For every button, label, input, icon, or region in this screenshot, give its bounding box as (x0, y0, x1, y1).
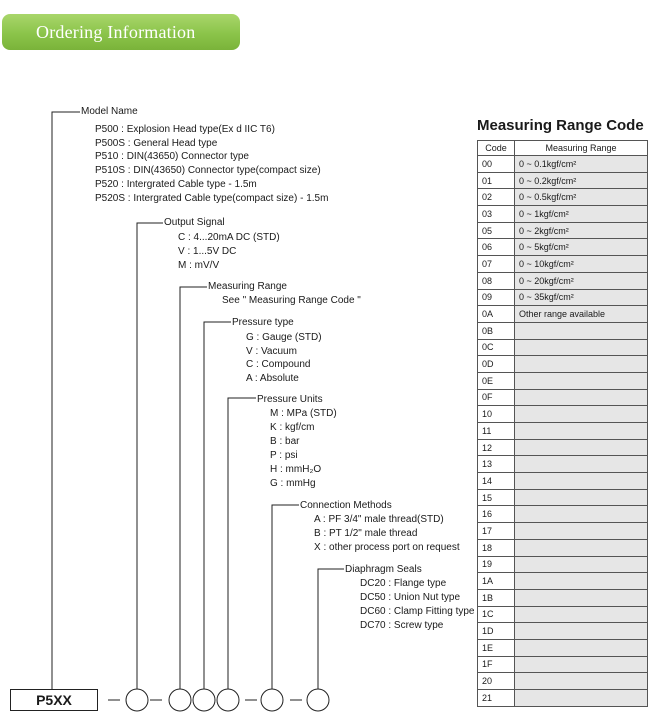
range-code-cell: 16 (478, 506, 515, 523)
range-code-cell: 07 (478, 256, 515, 273)
range-code-cell: 05 (478, 222, 515, 239)
range-value-cell (515, 556, 648, 573)
range-value-cell (515, 356, 648, 373)
range-value-cell: 0 ~ 0.1kgf/cm² (515, 156, 648, 173)
range-value-cell (515, 539, 648, 556)
seals-item: DC60 : Clamp Fitting type (360, 606, 475, 617)
range-code-table (477, 140, 648, 707)
model-item: P510 : DIN(43650) Connector type (95, 151, 249, 162)
range-code-cell: 0F (478, 389, 515, 406)
range-value-cell (515, 589, 648, 606)
table-row (478, 489, 648, 506)
range-code-cell: 0B (478, 322, 515, 339)
table-row (478, 289, 648, 306)
range-value-cell (515, 639, 648, 656)
table-row (478, 589, 648, 606)
range-value-cell: 0 ~ 5kgf/cm² (515, 239, 648, 256)
table-row (478, 356, 648, 373)
units-item: K : kgf/cm (270, 422, 315, 433)
range-value-cell (515, 439, 648, 456)
range-table-title: Measuring Range Code (477, 117, 644, 134)
range-value-cell (515, 339, 648, 356)
range-value-cell: 0 ~ 1kgf/cm² (515, 206, 648, 223)
table-row (478, 690, 648, 707)
connection-item: X : other process port on request (314, 542, 460, 553)
pressure-type-item: G : Gauge (STD) (246, 332, 322, 343)
table-row (478, 389, 648, 406)
range-code-cell: 0D (478, 356, 515, 373)
seals-item: DC20 : Flange type (360, 578, 447, 589)
units-item: B : bar (270, 436, 300, 447)
range-code-cell: 02 (478, 189, 515, 206)
table-row (478, 406, 648, 423)
table-row (478, 256, 648, 273)
range-value-cell (515, 656, 648, 673)
diaphragm-seals-title: Diaphragm Seals (345, 564, 422, 575)
connection-methods-title: Connection Methods (300, 500, 392, 511)
range-value-cell (515, 372, 648, 389)
connection-item: B : PT 1/2" male thread (314, 528, 418, 539)
table-row (478, 673, 648, 690)
seals-item: DC50 : Union Nut type (360, 592, 461, 603)
table-row (478, 423, 648, 440)
range-code-cell: 1A (478, 573, 515, 590)
slot-pressure-type (193, 689, 215, 711)
table-row (478, 606, 648, 623)
model-item: P500 : Explosion Head type(Ex d IIC T6) (95, 124, 275, 135)
range-code-cell: 1D (478, 623, 515, 640)
slot-pressure-units (217, 689, 239, 711)
range-table-body (478, 156, 648, 707)
range-value-cell (515, 489, 648, 506)
slot-measuring-range (169, 689, 191, 711)
table-row (478, 172, 648, 189)
range-value-cell: 0 ~ 35kgf/cm² (515, 289, 648, 306)
range-value-cell (515, 473, 648, 490)
table-row (478, 322, 648, 339)
range-value-cell: 0 ~ 10kgf/cm² (515, 256, 648, 273)
table-row (478, 306, 648, 323)
range-value-cell: 0 ~ 0.2kgf/cm² (515, 172, 648, 189)
seals-item: DC70 : Screw type (360, 620, 444, 631)
table-row (478, 506, 648, 523)
range-code-cell: 1F (478, 656, 515, 673)
range-value-cell (515, 406, 648, 423)
range-code-cell: 1B (478, 589, 515, 606)
range-code-cell: 00 (478, 156, 515, 173)
range-code-cell: 09 (478, 289, 515, 306)
range-code-cell: 1E (478, 639, 515, 656)
model-item: P510S : DIN(43650) Connector type(compact size) (95, 165, 321, 176)
table-row (478, 473, 648, 490)
slot-output-signal (126, 689, 148, 711)
table-row (478, 439, 648, 456)
range-code-cell: 0C (478, 339, 515, 356)
range-code-cell: 10 (478, 406, 515, 423)
table-row (478, 573, 648, 590)
table-row (478, 623, 648, 640)
table-row (478, 639, 648, 656)
range-code-cell: 1C (478, 606, 515, 623)
pressure-units-title: Pressure Units (257, 394, 323, 405)
table-row (478, 156, 648, 173)
table-row (478, 456, 648, 473)
pressure-type-title: Pressure type (232, 317, 294, 328)
pressure-type-item: A : Absolute (246, 373, 299, 384)
range-code-cell: 0A (478, 306, 515, 323)
range-value-cell: 0 ~ 20kgf/cm² (515, 272, 648, 289)
range-value-cell (515, 623, 648, 640)
range-value-cell (515, 523, 648, 540)
pressure-type-item: V : Vacuum (246, 346, 297, 357)
range-code-cell: 13 (478, 456, 515, 473)
model-code-box: P5XX (10, 689, 98, 711)
table-row (478, 539, 648, 556)
measuring-range-title: Measuring Range (208, 281, 287, 292)
range-value-cell: 0 ~ 0.5kgf/cm² (515, 189, 648, 206)
table-row (478, 523, 648, 540)
range-value-cell (515, 322, 648, 339)
range-code-cell: 17 (478, 523, 515, 540)
range-code-cell: 03 (478, 206, 515, 223)
model-name-title: Model Name (81, 106, 138, 117)
section-header-title: Ordering Information (36, 22, 196, 42)
range-code-cell: 15 (478, 489, 515, 506)
range-value-cell (515, 456, 648, 473)
range-code-cell: 0E (478, 372, 515, 389)
header-code: Code (478, 141, 515, 156)
range-item: See " Measuring Range Code " (222, 295, 361, 306)
table-row (478, 239, 648, 256)
units-item: H : mmH₂O (270, 464, 322, 475)
output-item: M : mV/V (178, 260, 220, 271)
range-code-cell: 06 (478, 239, 515, 256)
range-value-cell (515, 606, 648, 623)
range-value-cell: 0 ~ 2kgf/cm² (515, 222, 648, 239)
range-value-cell (515, 423, 648, 440)
output-signal-title: Output Signal (164, 217, 225, 228)
range-code-cell: 08 (478, 272, 515, 289)
range-code-cell: 14 (478, 473, 515, 490)
table-row (478, 372, 648, 389)
range-code-cell: 12 (478, 439, 515, 456)
range-code-cell: 19 (478, 556, 515, 573)
units-item: M : MPa (STD) (270, 408, 337, 419)
table-row (478, 656, 648, 673)
table-row (478, 189, 648, 206)
pressure-type-item: C : Compound (246, 359, 311, 370)
range-value-cell (515, 690, 648, 707)
table-row (478, 272, 648, 289)
range-value-cell (515, 673, 648, 690)
table-row (478, 556, 648, 573)
model-item: P520S : Intergrated Cable type(compact size) - 1.5m (95, 193, 329, 204)
slot-connection (261, 689, 283, 711)
range-value-cell (515, 506, 648, 523)
units-item: P : psi (270, 450, 298, 461)
range-code-cell: 18 (478, 539, 515, 556)
output-item: V : 1...5V DC (178, 246, 237, 257)
range-value-cell (515, 573, 648, 590)
model-item: P500S : General Head type (95, 138, 218, 149)
range-code-cell: 21 (478, 690, 515, 707)
range-code-cell: 01 (478, 172, 515, 189)
slot-seals (307, 689, 329, 711)
output-item: C : 4...20mA DC (STD) (178, 232, 280, 243)
units-item: G : mmHg (270, 478, 316, 489)
table-row (478, 222, 648, 239)
connection-item: A : PF 3/4" male thread(STD) (314, 514, 444, 525)
table-header-row (478, 141, 648, 156)
header-measuring-range: Measuring Range (515, 141, 648, 156)
table-row (478, 206, 648, 223)
range-value-cell: Other range available (515, 306, 648, 323)
range-code-cell: 20 (478, 673, 515, 690)
range-value-cell (515, 389, 648, 406)
range-code-cell: 11 (478, 423, 515, 440)
model-item: P520 : Intergrated Cable type - 1.5m (95, 179, 257, 190)
table-row (478, 339, 648, 356)
